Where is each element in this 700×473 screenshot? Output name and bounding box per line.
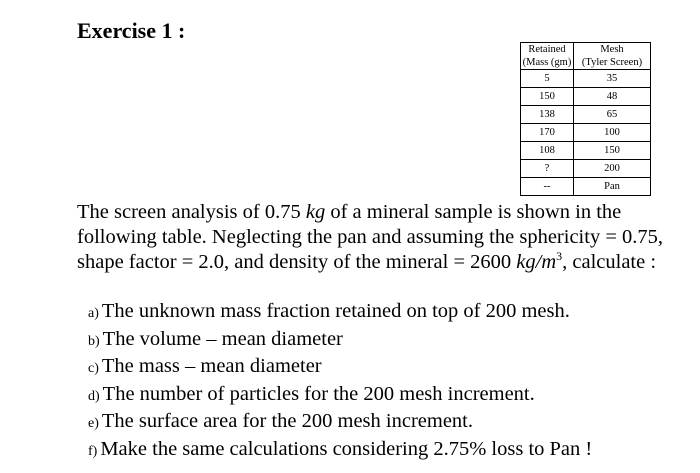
problem-text-2: of a mineral sample is shown in the following table. Neglecting the pan and assuming the sphericity = 0.75, shape factor = 2.0, and density of the mineral = 2600 [77,201,664,273]
table-header-row [521,43,651,70]
retained-cell: -- [521,178,574,196]
item-text: The unknown mass fraction retained on top of 200 mesh. [101,300,570,322]
problem-statement [77,200,677,275]
item-marker: f) [88,443,98,459]
density-unit: kg/m [516,251,557,273]
item-text: The surface area for the 200 mesh increment. [101,410,473,432]
header-mesh [574,43,651,70]
list-item [88,299,688,327]
table-row [521,160,651,178]
table-row [521,106,651,124]
table-row [521,178,651,196]
header-retained [521,43,574,70]
retained-cell: 170 [521,124,574,142]
problem-text-1: The screen analysis of 0.75 [77,201,306,223]
screen-analysis-table [520,42,651,196]
table-row [521,70,651,88]
mesh-cell: Pan [574,178,651,196]
mesh-cell: 100 [574,124,651,142]
mass-unit: kg [305,201,326,223]
density-exponent: 3 [556,249,563,264]
retained-cell: 138 [521,106,574,124]
retained-cell: 150 [521,88,574,106]
table-row [521,124,651,142]
problem-text-3: , calculate : [562,251,657,273]
exercise-title: Exercise 1 : [77,18,186,43]
list-item [88,382,688,410]
item-text: Make the same calculations considering 2.75% loss to Pan ! [100,437,593,460]
list-item [88,409,688,437]
retained-cell: 5 [521,70,574,88]
list-item [88,354,688,382]
list-item [88,327,688,355]
retained-cell: ? [521,160,574,178]
item-marker: a) [88,306,99,321]
item-marker: e) [88,416,99,431]
item-text: The volume – mean diameter [102,327,343,350]
item-marker: c) [88,361,99,376]
mesh-cell: 48 [574,88,651,106]
header-mesh-line2: (Tyler Screen) [581,57,643,68]
header-mesh-line1: Mesh [600,44,624,55]
item-marker: d) [88,388,100,404]
header-retained-line1: Retained [528,44,566,55]
item-text: The number of particles for the 200 mesh increment. [102,382,535,405]
table-row [521,142,651,160]
mesh-cell: 35 [574,70,651,88]
mesh-cell: 150 [574,142,651,160]
mesh-cell: 200 [574,160,651,178]
task-list [88,299,688,464]
table-row [521,88,651,106]
mesh-cell: 65 [574,106,651,124]
header-retained-line2: (Mass (gm) [522,57,572,68]
retained-cell: 108 [521,142,574,160]
list-item [88,437,688,465]
item-marker: b) [88,333,100,349]
item-text: The mass – mean diameter [101,355,322,377]
